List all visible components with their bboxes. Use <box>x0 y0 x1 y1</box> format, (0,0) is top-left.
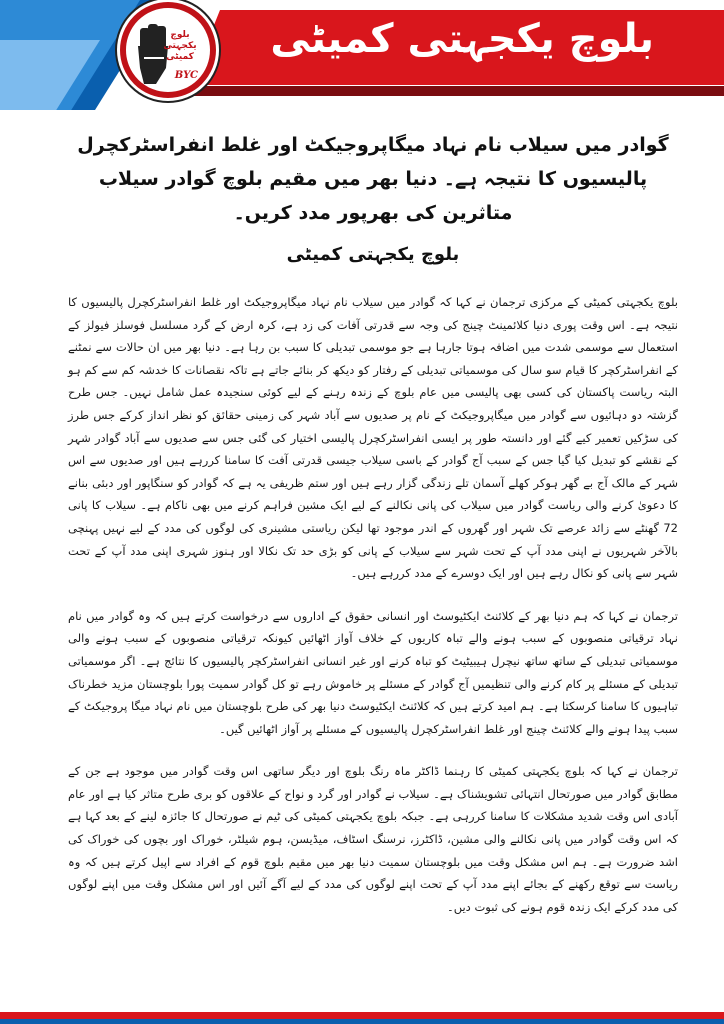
headline: گوادر میں سیلاب نام نہاد میگاپروجیکٹ اور غلط انفراسٹرکچرل پالیسیوں کا نتیجہ ہے۔ دنیا بھر میں مقیم بلوچ گوادر سیلاب متاثرین کی بھرپور مدد کریں۔ <box>77 134 669 224</box>
page-header <box>0 0 724 110</box>
page-footer-stripe <box>0 1012 724 1024</box>
logo-abbreviation: BYC <box>174 70 198 81</box>
organization-title: بلوچ یکجہتی کمیٹی <box>270 16 654 62</box>
paragraph: ترجمان نے کہا کہ بلوچ یکجہتی کمیٹی کا رہنما ڈاکٹر ماہ رنگ بلوچ اور دیگر ساتھی اس وقت گوادر میں موجود ہے جن کے مطابق گوادر میں صورتحال انتہائی تشویشناک ہے۔ سیلاب نے گوادر اور گرد و نواح کے علاقوں کو بری طرح متاثر کیا ہے اور عام آبادی اس وقت شدید مشکلات کا سامنا کررہی ہے۔ جبکہ بلوچ یکجہتی کمیٹی کی ٹیم نے صورتحال کا جائزہ لینے کے بعد کہا ہے کہ اس وقت گوادر میں پانی نکالنے والی مشین، ڈاکٹرز، نرسنگ اسٹاف، میڈیسن، ہوم شیلٹر، خوراک اور بچوں کی خوراک کی اشد ضرورت ہے۔ ہم اس مشکل وقت میں بلوچستان سمیت دنیا بھر میں مقیم بلوچ قوم کے افراد سے اپیل کرتے ہیں کہ وہ ریاست سے توقع رکھنے کے بجائے اپنے مدد آپ کے تحت اپنے لوگوں کی مدد کے لیے آگے آئیں اور اس مشکل وقت میں اپنے لوگوں کی مدد کرکے ایک زندہ قوم ہونے کی ثبوت دیں۔ <box>68 764 678 914</box>
paragraph: ترجمان نے کہا کہ ہم دنیا بھر کے کلائنٹ ایکٹیوسٹ اور انسانی حقوق کے اداروں سے درخواست کرتے ہیں کہ وہ گوادر میں نام نہاد ترقیاتی منصوبوں کے سبب ہونے والے تباہ کاریوں کے خلاف آواز اٹھائیں کیونکہ ترقیاتی منصوبوں کے سبب ہونے والی موسمیاتی تبدیلی کے ساتھ ساتھ نیچرل ہیبیٹیٹ کو تباہ کرنے اور غیر انسانی انفراسٹرکچر پالیسیوں کا نتائج ہے۔ اگر موسمیاتی تبدیلی کے مسئلے پر کام کرنے والی تنظیمیں آج گوادر کے مسئلے پر خاموش رہے تو کل گوادر سمیت پورا بلوچستان مزید خطرناک تباہیوں کا سامنا کرسکتا ہے۔ ہم امید کرتے ہیں کہ کلائنٹ ایکٹیوسٹ دنیا بھر کی طرح بلوچستان میں نام نہاد میگا پروجیکٹ کے سبب پیدا ہونے والے کلائنٹ چینج اور غلط انفراسٹرکچرل پالیسیوں کے مسئلے پر آواز اٹھائیں گیں۔ <box>68 608 678 736</box>
banner-underline <box>150 86 724 96</box>
footer-red-bar <box>0 1012 724 1019</box>
footer-blue-bar <box>0 1019 724 1024</box>
logo-text: بلوچ یکجہتی کمیٹی <box>163 30 197 62</box>
byline: بلوچ یکجہتی کمیٹی <box>286 244 460 265</box>
organization-logo <box>120 2 216 98</box>
paragraph: بلوچ یکجہتی کمیٹی کے مرکزی ترجمان نے کہا کہ گوادر میں سیلاب نام نہاد میگاپروجیکٹ اور غلط انفراسٹرکچرل پالیسیوں کا نتیجہ ہے۔ اس وقت پوری دنیا کلائمینٹ چینج کی وجہ سے قدرتی آفات کی زد ہے، کرہ ارض کے گرد مسلسل فوسلز فیولز کے استعمال سے موسمی شدت میں اضافہ ہوتا جارہا ہے جو موسمی تبدیلی کا سبب بن رہا ہے۔ دنیا بھر میں ان حالات سے نمٹنے کے انفراسٹرکچر کا قیام سو سال کی موسمیاتی تبدیلی کے رفتار کو دیکھ کر بنائے جاتے ہے تاکہ نقصانات کا خدشہ کم سے کم ہو البتہ ریاست پاکستان کی کسی بھی پالیسی میں عام بلوچ کے زندہ رہنے کے لیے کوئی سنجیدہ عمل شامل نہیں۔ جس طرح گزشتہ دو دہائیوں سے گوادر میں میگاپروجیکٹ کے نام پر صدیوں سے آباد شہر کی زمینی حقائق کو نظر انداز کرکے جس طرز کی سڑکیں تعمیر کیے گئے اور دانستہ طور پر ایسی انفراسٹرکچرل پالیسی اختیار کی گئی جس سے صدیوں سے آباد گوادر شہر کے نقشے کو تبدیل کیا گیا جس کے سبب آج گوادر کے باسی سیلاب جیسی قدرتی آفت کا سامنا کررہے ہیں اور صدیوں سے اس شہر کے مالک آج بے گھر ہوکر کھلے آسمان تلے زندگی گزار رہے ہیں اور ستم ظریفی یہ ہے کہ گوادر کو سنگاپور اور دبئی بنانے کا دعویٰ کرنے والی ریاست گوادر میں سیلاب کی پانی نکالنے کے لیے ایک مشین فراہم کرنے میں بھی ناکام ہے۔ سیلاب کا پانی 72 گھنٹے سے زائد عرصے تک شہر اور گھروں کے اندر موجود تھا لیکن ریاستی مشینری کی لوگوں کی مدد کے لیے نہیں پہنچی بالآخر شہریوں نے اپنی مدد آپ کے تحت شہر سے سیلاب کے پانی کو بڑی حد تک نکالا اور ہنوز شہری اپنی مدد آپ کے تحت شہر سے پانی کو نکال رہے ہیں اور ایک دوسرے کے مدد کررہے ہیں۔ <box>68 295 678 581</box>
press-release-body <box>68 128 678 938</box>
